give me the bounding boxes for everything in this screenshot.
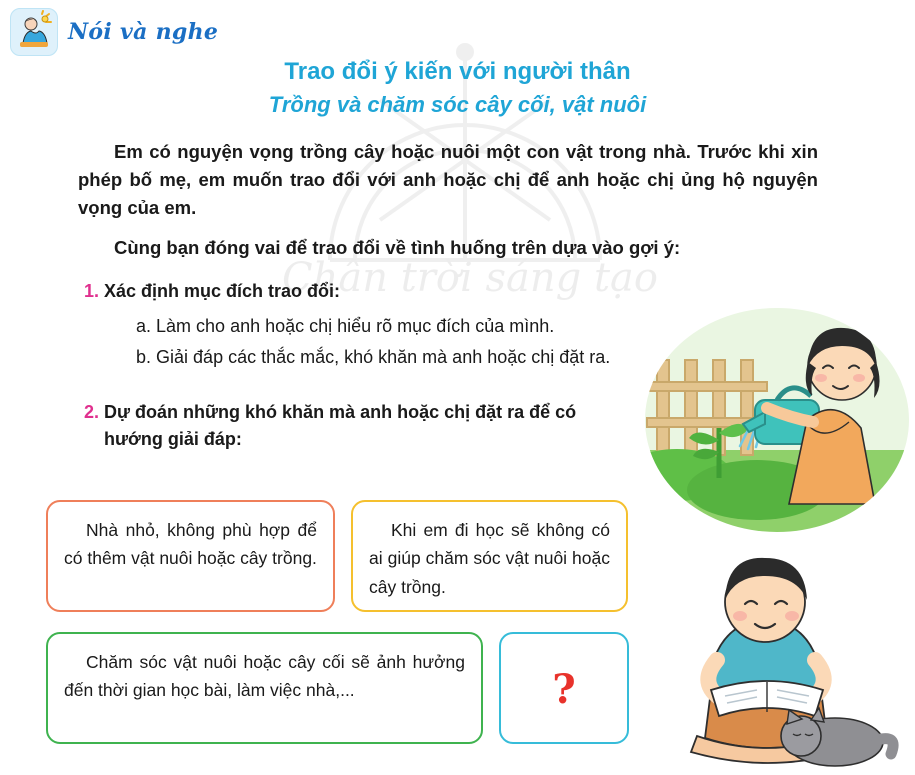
- sub-list-item-label: b.: [136, 347, 152, 368]
- page-subtitle: Trồng và chăm sóc cây cối, vật nuôi: [268, 92, 647, 117]
- sub-list-item-text: Làm cho anh hoặc chị hiểu rõ mục đích của mình.: [156, 316, 555, 337]
- sub-list: [136, 313, 838, 371]
- box-difficulty-1: [46, 500, 335, 612]
- list-item-text: Dự đoán những khó khăn mà anh hoặc chị đặt ra để có hướng giải đáp:: [104, 402, 577, 450]
- box-difficulty-4: [499, 632, 629, 744]
- boy-reading-with-cat-illustration: [645, 540, 905, 770]
- page-title-block: [0, 58, 915, 118]
- instruction-paragraph: Cùng bạn đóng vai để trao đổi về tình huống trên dựa vào gợi ý:: [114, 237, 681, 259]
- intro-paragraph: Em có nguyện vọng trồng cây hoặc nuôi một con vật trong nhà. Trước khi xin phép bố mẹ, em muốn trao đổi với anh hoặc chị để anh hoặc chị ủng hộ nguyện vọng của em.: [78, 141, 818, 219]
- box-difficulty-1-text: Nhà nhỏ, không phù hợp để có thêm vật nuôi hoặc cây trồng.: [64, 520, 317, 569]
- question-mark-text: ?: [552, 665, 576, 713]
- box-difficulty-2-text: Khi em đi học sẽ không có ai giúp chăm sóc vật nuôi hoặc cây trồng.: [369, 520, 610, 597]
- sub-list-item: [136, 344, 636, 371]
- section-header: [10, 8, 218, 56]
- section-header-label: Nói và nghe: [68, 19, 219, 45]
- page-title: Trao đổi ý kiến với người thân: [284, 58, 631, 85]
- student-idea-icon: [10, 8, 58, 56]
- list-item: [78, 399, 838, 453]
- list-item-number: 2.: [84, 402, 100, 423]
- sub-list-item-text: Giải đáp các thắc mắc, khó khăn mà anh hoặc chị đặt ra.: [156, 347, 611, 368]
- sub-list-item-label: a.: [136, 316, 152, 337]
- lesson-content: [78, 138, 838, 457]
- list-item-number: 1.: [84, 281, 100, 302]
- box-difficulty-3: [46, 632, 483, 744]
- list-item-text: Xác định mục đích trao đổi:: [104, 281, 341, 302]
- box-difficulty-3-text: Chăm sóc vật nuôi hoặc cây cối sẽ ảnh hưởng đến thời gian học bài, làm việc nhà,...: [64, 652, 465, 701]
- sub-list-item: [136, 313, 636, 340]
- watermark-text: Chân trời sáng tạo: [282, 255, 658, 301]
- box-difficulty-2: [351, 500, 628, 612]
- exercise-list: [78, 278, 838, 453]
- list-item: [78, 278, 838, 305]
